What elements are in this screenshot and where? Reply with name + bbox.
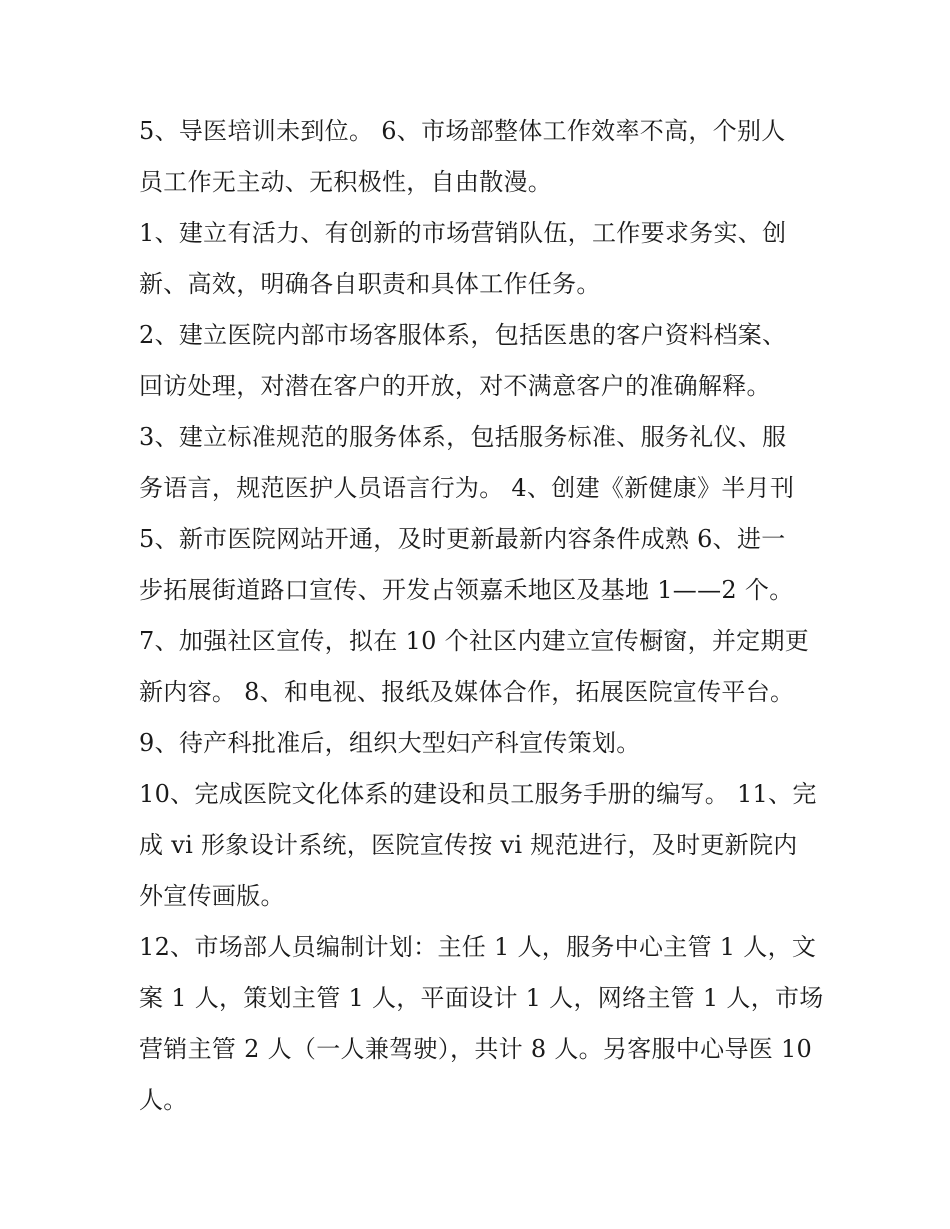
- text-line: 务语言，规范医护人员语言行为。 4、创建《新健康》半月刊: [139, 474, 795, 502]
- text-line: 2、建立医院内部市场客服体系，包括医患的客户资料档案、: [139, 321, 787, 349]
- text-line: 新、高效，明确各自职责和具体工作任务。: [139, 270, 601, 298]
- text-line: 案 1 人，策划主管 1 人，平面设计 1 人，网络主管 1 人，市场: [139, 984, 824, 1012]
- text-line: 12、市场部人员编制计划：主任 1 人，服务中心主管 1 人，文: [139, 933, 817, 961]
- text-line: 回访处理，对潜在客户的开放，对不满意客户的准确解释。: [139, 372, 771, 400]
- text-line: 1、建立有活力、有创新的市场营销队伍，工作要求务实、创: [139, 219, 787, 247]
- text-line: 营销主管 2 人（一人兼驾驶），共计 8 人。另客服中心导医 10: [139, 1035, 813, 1063]
- text-line: 7、加强社区宣传，拟在 10 个社区内建立宣传橱窗，并定期更: [139, 627, 810, 655]
- text-line: 10、完成医院文化体系的建设和员工服务手册的编写。 11、完: [139, 780, 817, 808]
- text-line: 员工作无主动、无积极性，自由散漫。: [139, 168, 553, 196]
- text-line: 新内容。 8、和电视、报纸及媒体合作，拓展医院宣传平台。: [139, 678, 795, 706]
- text-line: 9、待产科批准后，组织大型妇产科宣传策划。: [139, 729, 641, 757]
- text-line: 5、导医培训未到位。 6、市场部整体工作效率不高，个别人: [139, 117, 786, 145]
- document-body: [139, 106, 824, 1126]
- text-line: 步拓展街道路口宣传、开发占领嘉禾地区及基地 1——2 个。: [139, 576, 794, 604]
- text-line: 外宣传画版。: [139, 882, 285, 910]
- text-line: 5、新市医院网站开通，及时更新最新内容条件成熟 6、进一: [139, 525, 786, 553]
- text-line: 3、建立标准规范的服务体系，包括服务标准、服务礼仪、服: [139, 423, 787, 451]
- text-line: 人。: [139, 1086, 188, 1114]
- text-line: 成 vi 形象设计系统，医院宣传按 vi 规范进行，及时更新院内: [139, 831, 798, 859]
